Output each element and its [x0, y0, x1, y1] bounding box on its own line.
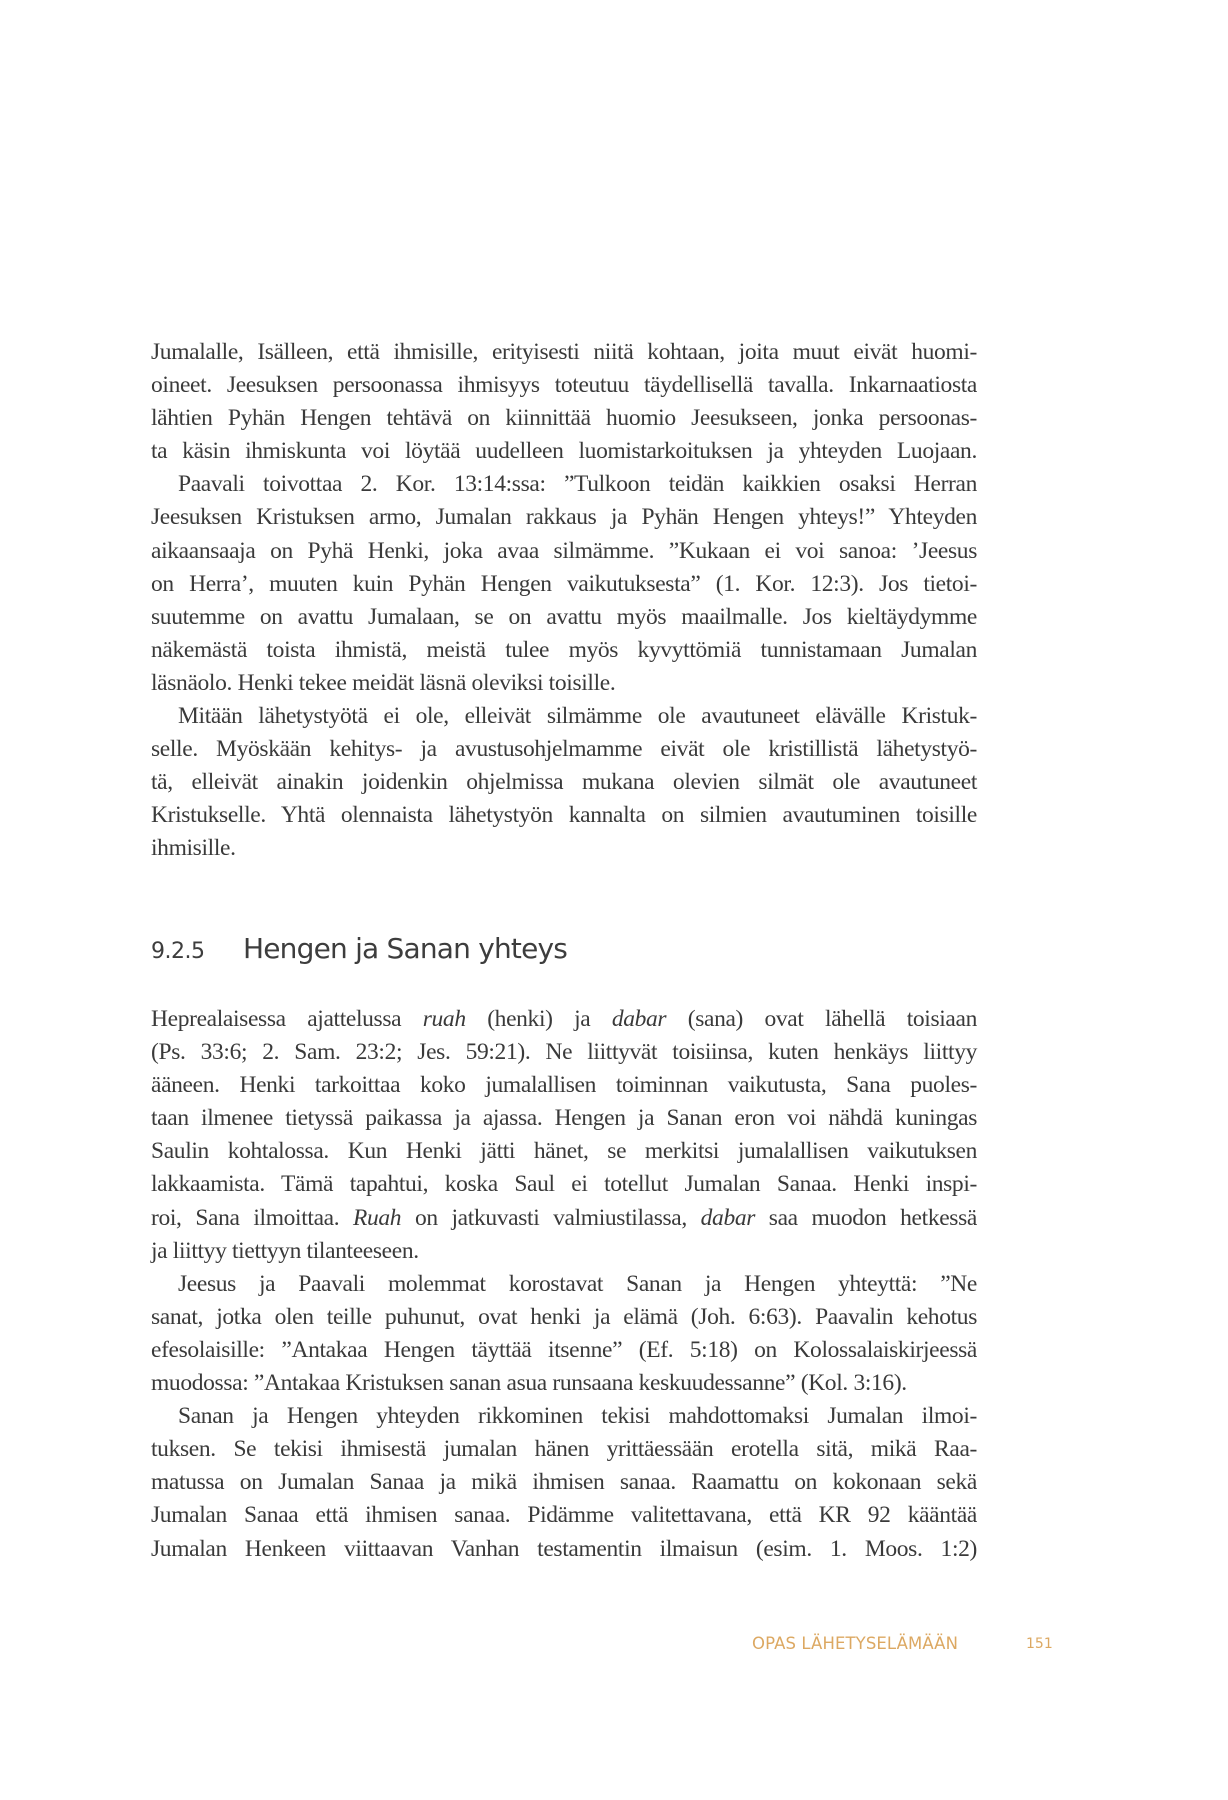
section-body-text [151, 336, 977, 866]
text-line: Kristukselle. Yhtä olennaista lähetystyön kannalta on silmien avautuminen toisille [151, 802, 977, 829]
text-run: saa muodon hetkessä [755, 1204, 977, 1231]
text-line: on Herra’, muuten kuin Pyhän Hengen vaikutuksesta” (1. Kor. 12:3). Jos tietoi- [151, 570, 977, 597]
text-line: Paavali toivottaa 2. Kor. 13:14:ssa: ”Tulkoon teidän kaikkien osaksi Herran [178, 471, 977, 498]
paragraph [151, 1268, 977, 1400]
text-line: oineet. Jeesuksen persoonassa ihmisyys toteutuu täydellisellä tavalla. Inkarnaatiosta [151, 372, 977, 399]
text-line: Sanan ja Hengen yhteyden rikkominen tekisi mahdottomaksi Jumalan ilmoi- [178, 1403, 977, 1430]
text-line: Saulin kohtalossa. Kun Henki jätti hänet, se merkitsi jumalallisen vaikutuksen [151, 1138, 977, 1165]
running-footer-title: OPAS LÄHETYSELÄMÄÄN [752, 1634, 959, 1653]
text-line: suutemme on avattu Jumalaan, se on avattu myös maailmalle. Jos kieltäydymme [151, 603, 977, 630]
text-line: Jeesus ja Paavali molemmat korostavat Sanan ja Hengen yhteyttä: ”Ne [178, 1270, 977, 1297]
text-line: (Ps. 33:6; 2. Sam. 23:2; Jes. 59:21). Ne liittyvät toisiinsa, kuten henkäys liittyy [151, 1039, 977, 1066]
text-line: matussa on Jumalan Sanaa ja mikä ihmisen sanaa. Raamattu on kokonaan sekä [151, 1469, 977, 1496]
section-number: 9.2.5 [151, 939, 205, 964]
italic-term: dabar [700, 1204, 756, 1231]
text-run: Heprealaisessa ajattelussa [151, 1006, 423, 1032]
italic-term: ruah [422, 1006, 466, 1032]
italic-term: dabar [611, 1006, 667, 1032]
text-line: tä, elleivät ainakin joidenkin ohjelmissa mukana olevien silmät ole avautuneet [151, 769, 977, 796]
text-line: aikaansaaja on Pyhä Henki, joka avaa silmämme. ”Kukaan ei voi sanoa: ’Jeesus [151, 537, 977, 564]
page-number: 151 [1026, 1636, 1053, 1652]
section-heading [151, 932, 567, 965]
text-line: efesolaisille: ”Antakaa Hengen täyttää itsenne” (Ef. 5:18) on Kolossalaiskirjeessä [151, 1336, 977, 1363]
text-line: ihmisille. [151, 835, 236, 862]
text-line: tuksen. Se tekisi ihmisestä jumalan hänen yrittäessään erotella sitä, mikä Raa- [151, 1436, 977, 1463]
text-line [151, 1003, 977, 1036]
paragraph [151, 336, 977, 468]
text-line: ta käsin ihmiskunta voi löytää uudelleen luomistarkoituksen ja yhteyden Luojaan. [151, 438, 977, 465]
text-run: (sana) ovat lähellä toisiaan [666, 1006, 977, 1032]
text-run: on jatkuvasti valmiustilassa, [401, 1204, 701, 1231]
section-body-text-2 [151, 1003, 977, 1566]
text-line [151, 1202, 977, 1235]
text-run: (henki) ja [465, 1006, 612, 1032]
text-line: Mitään lähetystyötä ei ole, elleivät silmämme ole avautuneet elävälle Kristuk- [178, 703, 977, 730]
text-line: Jumalalle, Isälleen, että ihmisille, erityisesti niitä kohtaan, joita muut eivät huomi- [151, 339, 977, 365]
paragraph [151, 1003, 977, 1268]
text-line: muodossa: ”Antakaa Kristuksen sanan asua runsaana keskuudessanne” (Kol. 3:16). [151, 1370, 907, 1397]
text-line: lakkaamista. Tämä tapahtui, koska Saul ei totellut Jumalan Sanaa. Henki inspi- [151, 1171, 977, 1198]
text-line: lähtien Pyhän Hengen tehtävä on kiinnittää huomio Jeesukseen, jonka persoonas- [151, 405, 977, 432]
text-line: läsnäolo. Henki tekee meidät läsnä oleviksi toisille. [151, 669, 616, 696]
paragraph [151, 1400, 977, 1565]
text-run: roi, Sana ilmoittaa. [151, 1204, 353, 1231]
text-line: sanat, jotka olen teille puhunut, ovat henki ja elämä (Joh. 6:63). Paavalin kehotus [151, 1303, 977, 1330]
text-line: Jeesuksen Kristuksen armo, Jumalan rakkaus ja Pyhän Hengen yhteys!” Yhteyden [151, 504, 977, 531]
text-line: näkemästä toista ihmistä, meistä tulee myös kyvyttömiä tunnistamaan Jumalan [151, 636, 977, 663]
text-line: Jumalan Sanaa että ihmisen sanaa. Pidämme valitettavana, että KR 92 kääntää [151, 1502, 977, 1529]
text-line: selle. Myöskään kehitys- ja avustusohjelmamme eivät ole kristillistä lähetystyö- [151, 736, 977, 763]
text-line: ääneen. Henki tarkoittaa koko jumalallisen toiminnan vaikutusta, Sana puoles- [151, 1072, 977, 1099]
section-title: Hengen ja Sanan yhteys [243, 932, 568, 965]
text-line: Jumalan Henkeen viittaavan Vanhan testamentin ilmaisun (esim. 1. Moos. 1:2) [151, 1535, 977, 1562]
paragraph [151, 468, 977, 700]
text-line: ja liittyy tiettyyn tilanteeseen. [151, 1237, 419, 1264]
italic-term: Ruah [353, 1204, 402, 1231]
paragraph [151, 700, 977, 865]
text-line: taan ilmenee tietyssä paikassa ja ajassa. Hengen ja Sanan eron voi nähdä kuningas [151, 1105, 977, 1132]
